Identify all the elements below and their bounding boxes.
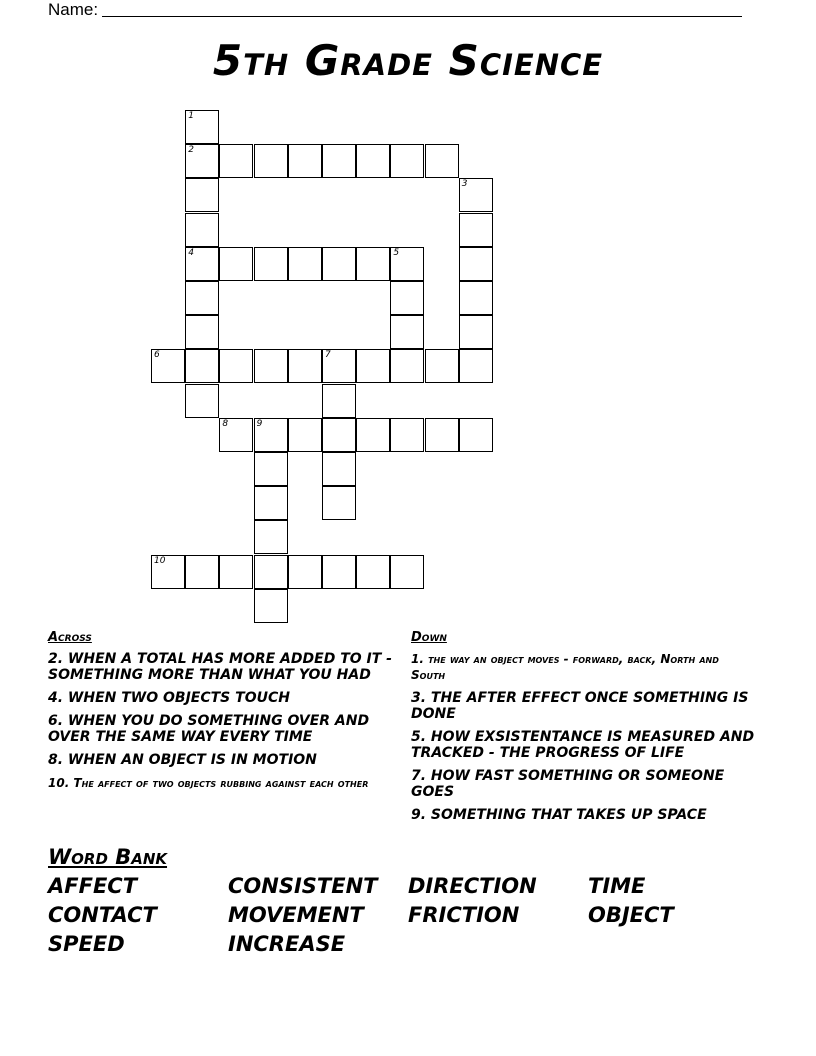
grid-cell[interactable] (185, 555, 219, 589)
clue-number: 2 (188, 145, 194, 156)
across-heading: Across (48, 630, 92, 645)
grid-cell[interactable] (254, 486, 288, 520)
word-bank-item: INCREASE (228, 932, 346, 956)
grid-cell[interactable] (254, 555, 288, 589)
grid-cell[interactable] (254, 589, 288, 623)
grid-cell[interactable] (254, 452, 288, 486)
grid-cell[interactable] (356, 144, 390, 178)
down-heading: Down (411, 630, 447, 645)
grid-cell[interactable] (322, 555, 356, 589)
grid-cell[interactable] (356, 555, 390, 589)
clue-number: 7 (325, 350, 331, 361)
grid-cell[interactable] (356, 418, 390, 452)
grid-cell[interactable] (185, 213, 219, 247)
word-bank-item: SPEED (48, 932, 125, 956)
clue-number: 8 (222, 418, 229, 429)
across-clues (48, 630, 393, 798)
grid-cell[interactable] (288, 349, 322, 383)
clue-item: 8. WHEN AN OBJECT IS IN MOTION (48, 752, 317, 768)
clue-item: 9. SOMETHING THAT TAKES UP SPACE (411, 807, 707, 823)
grid-cell[interactable] (185, 281, 219, 315)
grid-cell[interactable] (459, 213, 493, 247)
grid-cell[interactable] (459, 315, 493, 349)
clue-item: 10. The affect of two objects rubbing against each other (48, 776, 369, 790)
grid-cell[interactable] (459, 349, 493, 383)
word-bank-item: AFFECT (48, 874, 138, 898)
grid-cell[interactable] (254, 144, 288, 178)
word-bank-item: OBJECT (588, 903, 674, 927)
grid-cell[interactable] (459, 281, 493, 315)
down-clues (411, 630, 756, 830)
grid-cell[interactable] (288, 555, 322, 589)
grid-cell[interactable] (322, 144, 356, 178)
grid-cell[interactable] (390, 315, 424, 349)
word-bank (48, 874, 768, 957)
clue-item: 5. HOW EXSISTENTANCE IS MEASURED AND TRACKED - THE PROGRESS OF LIFE (411, 729, 755, 761)
grid-cell[interactable] (390, 418, 424, 452)
grid-cell[interactable] (322, 418, 356, 452)
word-bank-item: DIRECTION (408, 874, 537, 898)
name-label: Name: (48, 0, 99, 19)
grid-cell[interactable] (356, 247, 390, 281)
grid-cell[interactable] (390, 247, 424, 281)
grid-cell[interactable] (322, 384, 356, 418)
clue-item: 6. WHEN YOU DO SOMETHING OVER AND OVER THE SAME WAY EVERY TIME (48, 713, 370, 745)
word-bank-heading: Word Bank (48, 845, 168, 869)
clue-number: 6 (154, 350, 160, 361)
grid-cell[interactable] (425, 144, 459, 178)
grid-cell[interactable] (288, 144, 322, 178)
grid-cell[interactable] (288, 247, 322, 281)
word-bank-item: TIME (588, 874, 646, 898)
grid-cell[interactable] (390, 555, 424, 589)
grid-cell[interactable] (219, 555, 253, 589)
grid-cell[interactable] (390, 144, 424, 178)
grid-cell[interactable] (356, 349, 390, 383)
grid-cell[interactable] (425, 349, 459, 383)
clue-number: 1 (188, 111, 194, 121)
grid-cell[interactable] (459, 247, 493, 281)
page-title: 5th Grade Science (212, 36, 604, 85)
word-bank-item: MOVEMENT (228, 903, 364, 927)
grid-cell[interactable] (322, 247, 356, 281)
grid-cell[interactable] (185, 349, 219, 383)
grid-cell[interactable] (219, 349, 253, 383)
clue-item: 7. HOW FAST SOMETHING OR SOMEONE GOES (411, 768, 725, 800)
grid-cell[interactable] (151, 349, 185, 383)
grid-cell[interactable] (322, 452, 356, 486)
clue-number: 3 (461, 179, 468, 190)
grid-cell[interactable] (219, 418, 253, 452)
grid-cell[interactable] (254, 418, 288, 452)
grid-cell[interactable] (185, 247, 219, 281)
clue-item: 1. the way an object moves - forward, back, North and South (411, 652, 719, 682)
word-bank-item: CONTACT (48, 903, 157, 927)
grid-cell[interactable] (459, 178, 493, 212)
grid-cell[interactable] (185, 144, 219, 178)
clue-number: 10 (154, 555, 166, 566)
word-bank-item: FRICTION (408, 903, 520, 927)
grid-cell[interactable] (254, 520, 288, 554)
grid-cell[interactable] (219, 247, 253, 281)
grid-cell[interactable] (322, 349, 356, 383)
grid-cell[interactable] (322, 486, 356, 520)
grid-cell[interactable] (185, 384, 219, 418)
grid-cell[interactable] (288, 418, 322, 452)
grid-cell[interactable] (219, 144, 253, 178)
grid-cell[interactable] (425, 418, 459, 452)
clue-item: 4. WHEN TWO OBJECTS TOUCH (48, 690, 290, 706)
grid-cell[interactable] (390, 281, 424, 315)
word-bank-item: CONSISTENT (228, 874, 378, 898)
grid-cell[interactable] (185, 315, 219, 349)
clue-item: 3. THE AFTER EFFECT ONCE SOMETHING IS DONE (411, 690, 749, 722)
grid-cell[interactable] (254, 349, 288, 383)
clue-number: 4 (188, 247, 194, 258)
clue-number: 9 (256, 418, 263, 429)
grid-cell[interactable] (390, 349, 424, 383)
grid-cell[interactable] (151, 555, 185, 589)
clue-item: 2. WHEN A TOTAL HAS MORE ADDED TO IT - SOMETHING MORE THAN WHAT YOU HAD (48, 651, 392, 683)
grid-cell[interactable] (185, 178, 219, 212)
grid-cell[interactable] (459, 418, 493, 452)
grid-cell[interactable] (254, 247, 288, 281)
clue-number: 5 (393, 247, 400, 258)
grid-cell[interactable] (185, 110, 219, 144)
